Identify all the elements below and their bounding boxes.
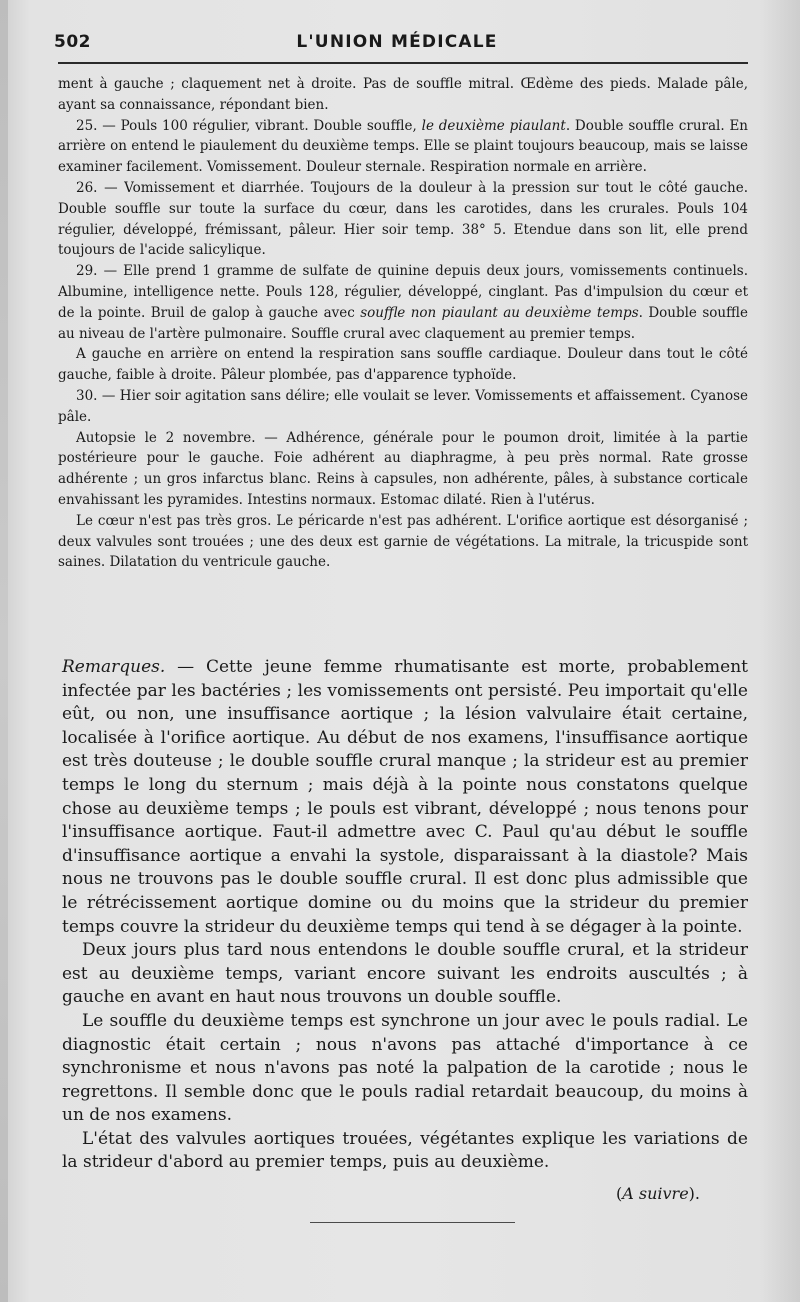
case-note-paragraph: 26. — Vomissement et diarrhée. Toujours de la douleur à la pression sur tout le côté gauche. Double souffle sur toute la surface du cœur, dans les carotides, dans les crurales. Pouls 104 régulier, développé, frémissant, pâleur. Hier soir temp. 38° 5. Etendue dans son lit, elle prend toujours de l'acide salicylique. xyxy=(58,179,748,259)
case-notes-section xyxy=(58,74,748,573)
remarks-label: Remarques. xyxy=(62,657,166,677)
case-note-paragraph: Autopsie le 2 novembre. — Adhérence, générale pour le poumon droit, limitée à la partie postérieure pour le gauche. Foie adhérent au diaphragme, à peu près normal. Rate grosse adhérente ; un gros infarctus blanc. Reins à capsules, non adhérente, pâles, à substance corticale envahissant les pyramides. Intestins normaux. Estomac dilaté. Rien à l'utérus. xyxy=(58,429,748,508)
remarks-paragraph xyxy=(62,656,748,939)
case-note-paragraph: Le cœur n'est pas très gros. Le péricarde n'est pas adhérent. L'orifice aortique est désorganisé ; deux valvules sont trouées ; une des deux est garnie de végétations. La mitrale, la tricuspide sont saines. Dilatation du ventricule gauche. xyxy=(58,512,748,571)
remarks-paragraph: L'état des valvules aortiques trouées, végétantes explique les variations de la strideur d'abord au premier temps, puis au deuxième. xyxy=(62,1128,748,1173)
case-note-paragraph: ment à gauche ; claquement net à droite. Pas de souffle mitral. Œdème des pieds. Malade pâle, ayant sa connaissance, répondant bien. xyxy=(58,76,748,113)
running-title: L'UNION MÉDICALE xyxy=(296,32,498,52)
header-rule xyxy=(58,62,748,64)
case-note-text: . Double souffle crural. En arrière on entend le piaulement du deuxième temps. Elle se plaint toujours beaucoup, mais se laisse examiner facilement. Vomissement. Douleur sternale. Respiration normale en arrière. xyxy=(58,117,749,176)
remarks-text: — Cette jeune femme rhumatisante est morte, probablement infectée par les bactéries ; les vomissements ont persisté. Peu importait qu'elle eût, ou non, une insuffisance aortique ; la lésion valvulaire était certaine, localisée à l'orifice aortique. Au début de nos examens, l'insuffisance aortique est très douteuse ; le double souffle crural manque ; la strideur est au premier temps le long du sternum ; mais déjà à la pointe nous constatons quelque chose au deuxième temps ; le pouls est vibrant, développé ; nous tenons pour l'insuffisance aortique. Faut-il admettre avec C. Paul qu'au début le souffle d'insuffisance aortique a envahi la systole, disparaissant à la diastole? Mais nous ne trouvons pas le double souffle crural. Il est donc plus admissible que le rétrécissement aortique domine ou du moins que la strideur du premier temps couvre la strideur du deuxième temps qui tend à se dégager à la pointe. xyxy=(62,657,748,937)
page-number: 502 xyxy=(54,32,91,52)
case-note-italic: souffle non piaulant au deuxième temps xyxy=(360,304,639,321)
remarks-paragraph: Deux jours plus tard nous entendons le double souffle crural, et la strideur est au deuxième temps, variant encore suivant les endroits auscultés ; à gauche en avant en haut nous trouvons un double souffle. xyxy=(62,940,748,1008)
case-note-paragraph: 30. — Hier soir agitation sans délire; elle voulait se lever. Vomissements et affaissement. Cyanose pâle. xyxy=(58,387,748,425)
case-note-text: 25. — Pouls 100 régulier, vibrant. Double souffle, xyxy=(76,117,422,134)
case-note-text: . Double souffle au niveau de l'artère pulmonaire. Souffle crural avec claquement au premier temps. xyxy=(58,304,748,342)
page-gutter-shadow xyxy=(0,0,8,1302)
case-note-paragraph: A gauche en arrière on entend la respiration sans souffle cardiaque. Douleur dans tout le côté gauche, faible à droite. Pâleur plombée, pas d'apparence typhoïde. xyxy=(58,346,748,384)
to-be-continued xyxy=(560,1184,700,1203)
page-header xyxy=(52,28,742,60)
remarks-section xyxy=(62,656,748,1175)
remarks-paragraph: Le souffle du deuxième temps est synchrone un jour avec le pouls radial. Le diagnostic était certain ; nous n'avons pas attaché d'importance à ce synchronisme et nous n'avons pas noté la palpation de la carotide ; nous le regrettons. Il semble donc que le pouls radial retardait beaucoup, du moins à un de nos examens. xyxy=(62,1010,748,1126)
case-note-italic: le deuxième piaulant xyxy=(421,117,566,134)
case-note-paragraph xyxy=(58,261,748,344)
to-be-continued-text: (A suivre). xyxy=(615,1184,700,1203)
case-note-paragraph xyxy=(58,116,748,178)
bottom-rule xyxy=(310,1222,515,1223)
case-note-text: 29. — Elle prend 1 gramme de sulfate de quinine depuis deux jours, vomissements continuels. Albumine, intelligence nette. Pouls 128, régulier, développé, cinglant. Pas d'impulsion du cœur et de la pointe. Bruil de galop à gauche avec xyxy=(58,263,748,321)
